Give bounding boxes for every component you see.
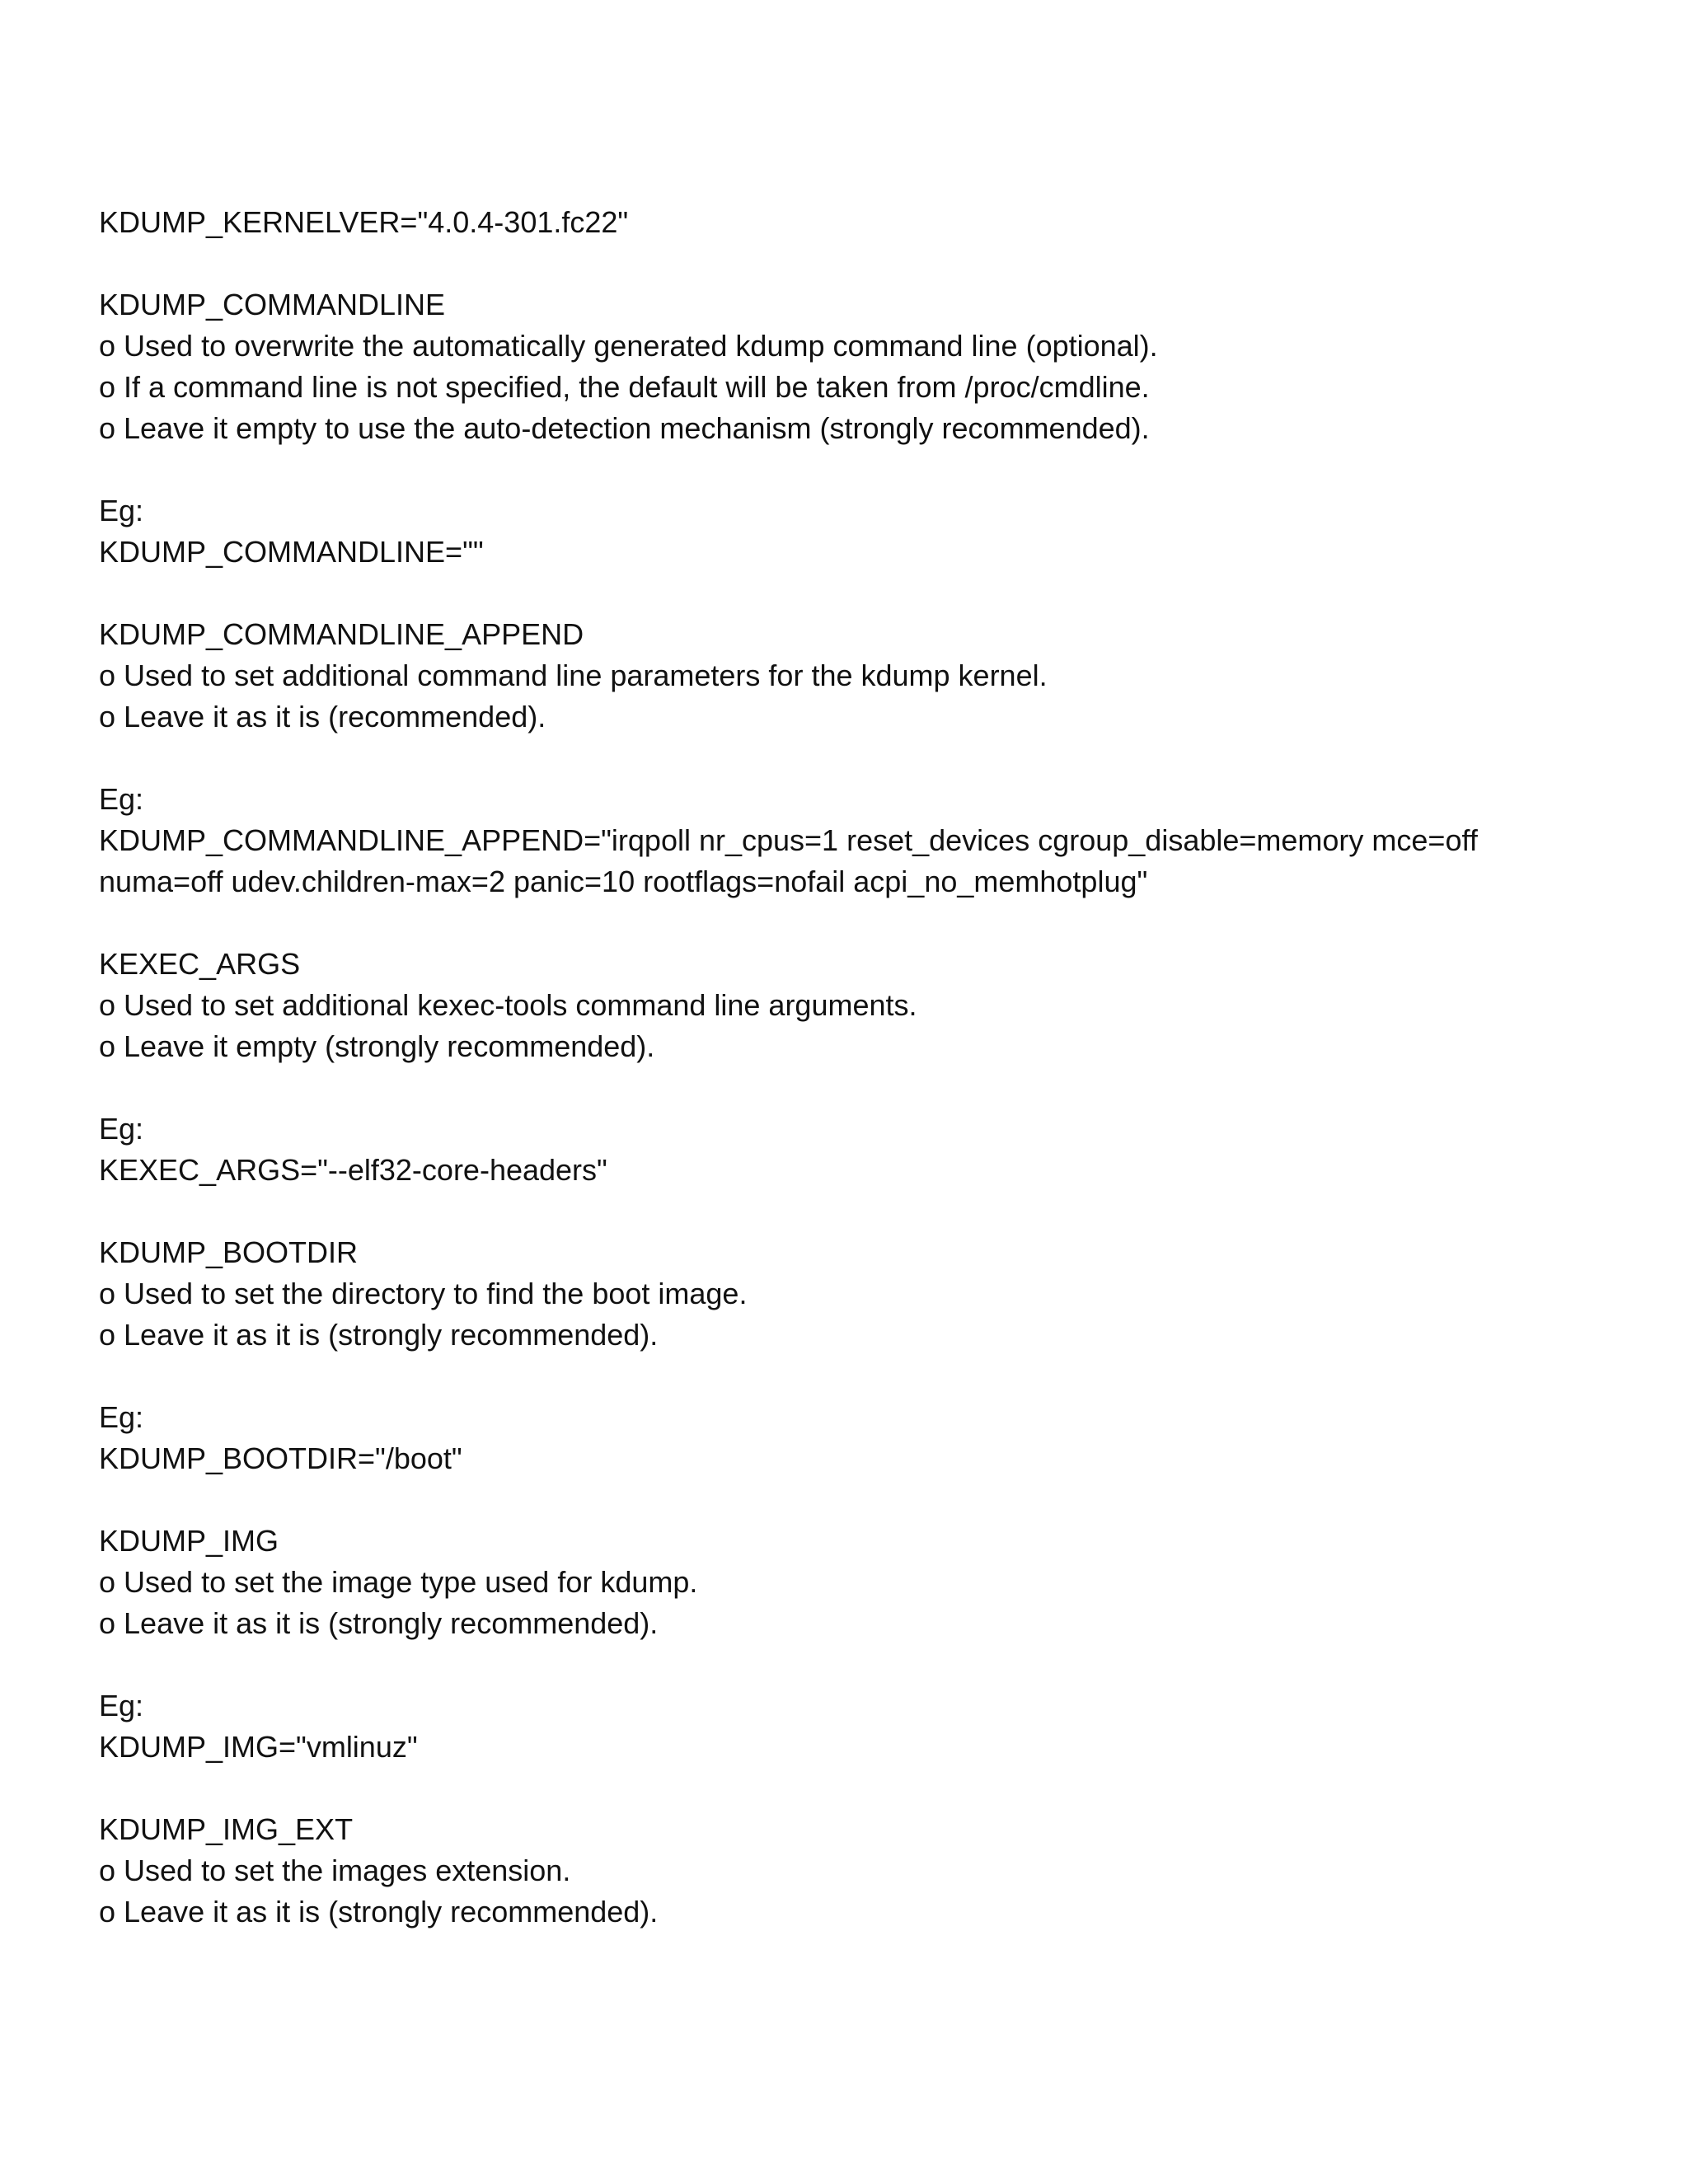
example-label: Eg: (99, 1689, 144, 1722)
bullet-line: o Used to set the directory to find the boot image. (99, 1277, 748, 1310)
example-label: Eg: (99, 1400, 144, 1434)
bullet-line: o Leave it empty (strongly recommended). (99, 1029, 655, 1063)
setting-heading: KDUMP_BOOTDIR (99, 1235, 359, 1269)
setting-heading: KDUMP_COMMANDLINE (99, 288, 446, 321)
blank-line (99, 1479, 1599, 1521)
bullet-line: o Used to set the images extension. (99, 1854, 571, 1887)
bullet-line: o Leave it as it is (strongly recommended). (99, 1895, 659, 1929)
setting-heading: KEXEC_ARGS (99, 947, 301, 981)
blank-line (99, 1356, 1599, 1397)
setting-example: KDUMP_COMMANDLINE="" (99, 535, 484, 569)
bullet-line: o If a command line is not specified, the default will be taken from /proc/cmdline. (99, 370, 1150, 404)
setting-example: KEXEC_ARGS="--elf32-core-headers" (99, 1153, 607, 1187)
bullet-line: o Used to set the image type used for kdump. (99, 1565, 698, 1599)
setting-example: KDUMP_BOOTDIR="/boot" (99, 1441, 462, 1475)
bullet-line: o Leave it empty to use the auto-detection mechanism (strongly recommended). (99, 411, 1150, 445)
setting-heading: KDUMP_COMMANDLINE_APPEND (99, 617, 584, 651)
blank-line (99, 573, 1599, 614)
example-label: Eg: (99, 494, 144, 527)
blank-line (99, 243, 1599, 284)
example-label: Eg: (99, 1112, 144, 1146)
setting-example: numa=off udev.children-max=2 panic=10 rootflags=nofail acpi_no_memhotplug" (99, 865, 1148, 898)
bullet-line: o Leave it as it is (strongly recommended). (99, 1318, 659, 1352)
blank-line (99, 1768, 1599, 1809)
setting-example: KDUMP_COMMANDLINE_APPEND="irqpoll nr_cpus=1 reset_devices cgroup_disable=memory mce=off (99, 823, 1478, 857)
setting-example: KDUMP_KERNELVER="4.0.4-301.fc22" (99, 205, 629, 239)
bullet-line: o Leave it as it is (recommended). (99, 700, 546, 733)
blank-line (99, 449, 1599, 490)
setting-example: KDUMP_IMG="vmlinuz" (99, 1730, 418, 1764)
setting-heading: KDUMP_IMG (99, 1524, 279, 1558)
example-label: Eg: (99, 782, 144, 816)
blank-line (99, 1191, 1599, 1232)
blank-line (99, 1644, 1599, 1685)
document-page (99, 202, 1599, 1933)
setting-heading: KDUMP_IMG_EXT (99, 1812, 354, 1846)
blank-line (99, 1067, 1599, 1108)
bullet-line: o Leave it as it is (strongly recommended). (99, 1606, 659, 1640)
bullet-line: o Used to set additional command line parameters for the kdump kernel. (99, 658, 1048, 692)
bullet-line: o Used to set additional kexec-tools command line arguments. (99, 988, 917, 1022)
bullet-line: o Used to overwrite the automatically generated kdump command line (optional). (99, 329, 1158, 363)
blank-line (99, 738, 1599, 779)
blank-line (99, 902, 1599, 944)
